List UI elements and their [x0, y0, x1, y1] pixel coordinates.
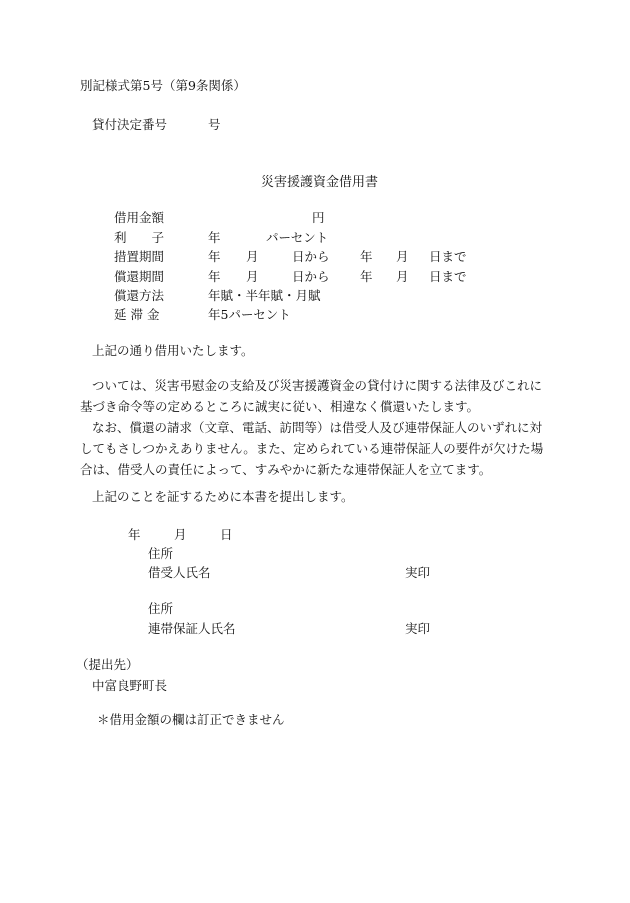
- guarantor-name-label: 連帯保証人氏名: [148, 621, 236, 636]
- date-month: 月: [174, 527, 187, 542]
- term-grace-month-end: 月: [396, 249, 409, 264]
- term-label-amount: 借用金額: [114, 210, 165, 225]
- borrower-seal: 実印: [405, 565, 431, 580]
- term-repay-year-end: 年: [360, 269, 373, 284]
- submission-label: （提出先）: [76, 657, 139, 672]
- term-repay-from: 日から: [292, 269, 330, 284]
- term-interest-percent: パーセント: [266, 230, 329, 245]
- borrower-address-label: 住所: [148, 546, 174, 561]
- borrow-statement: 上記の通り借用いたします。: [92, 343, 254, 358]
- term-label-repayment-period: 償還期間: [114, 269, 165, 284]
- submission-recipient: 中富良野町長: [92, 678, 168, 693]
- date-day: 日: [220, 527, 233, 542]
- term-repay-until: 日まで: [429, 269, 467, 284]
- term-late-fee-value: 年5パーセント: [208, 307, 291, 322]
- term-grace-from: 日から: [292, 249, 330, 264]
- term-repay-month: 月: [246, 269, 259, 284]
- term-label-late-fee: 延 滞 金: [114, 307, 160, 322]
- term-label-interest: 利 子: [114, 230, 165, 245]
- body-text: [80, 375, 550, 480]
- term-repay-month-end: 月: [396, 269, 409, 284]
- body-paragraph-1: ついては、災害弔慰金の支給及び災害援護資金の貸付けに関する法律及びこれに基づき命令等の定めるところに誠実に従い、相違なく償還いたします。: [80, 378, 543, 414]
- term-label-repayment-method: 償還方法: [114, 288, 165, 303]
- term-amount-unit: 円: [312, 210, 325, 225]
- term-repayment-method-value: 年賦・半年賦・月賦: [208, 288, 321, 303]
- footnote: ＊借用金額の欄は訂正できません: [97, 712, 285, 727]
- term-grace-year-end: 年: [360, 249, 373, 264]
- term-repay-year: 年: [208, 269, 221, 284]
- document-title: 災害援護資金借用書: [261, 175, 379, 190]
- decision-number-label: 貸付決定番号: [92, 117, 168, 132]
- term-label-grace: 措置期間: [114, 249, 165, 264]
- form-number: 別記様式第5号（第9条関係）: [80, 78, 246, 93]
- term-grace-year: 年: [208, 249, 221, 264]
- guarantor-seal: 実印: [405, 621, 431, 636]
- term-grace-month: 月: [246, 249, 259, 264]
- submit-statement: 上記のことを証するために本書を提出します。: [92, 489, 354, 504]
- date-year: 年: [128, 527, 141, 542]
- borrower-name-label: 借受人氏名: [148, 565, 211, 580]
- term-grace-until: 日まで: [429, 249, 467, 264]
- body-paragraph-2: なお、償還の請求（文章、電話、訪問等）は借受人及び連帯保証人のいずれに対してもさしつかえありません。また、定められている連帯保証人の要件が欠けた場合は、借受人の責任によって、すみやかに新たな連帯保証人を立てます。: [80, 420, 544, 477]
- decision-number-unit: 号: [208, 117, 221, 132]
- term-interest-year: 年: [208, 230, 221, 245]
- guarantor-address-label: 住所: [148, 601, 174, 616]
